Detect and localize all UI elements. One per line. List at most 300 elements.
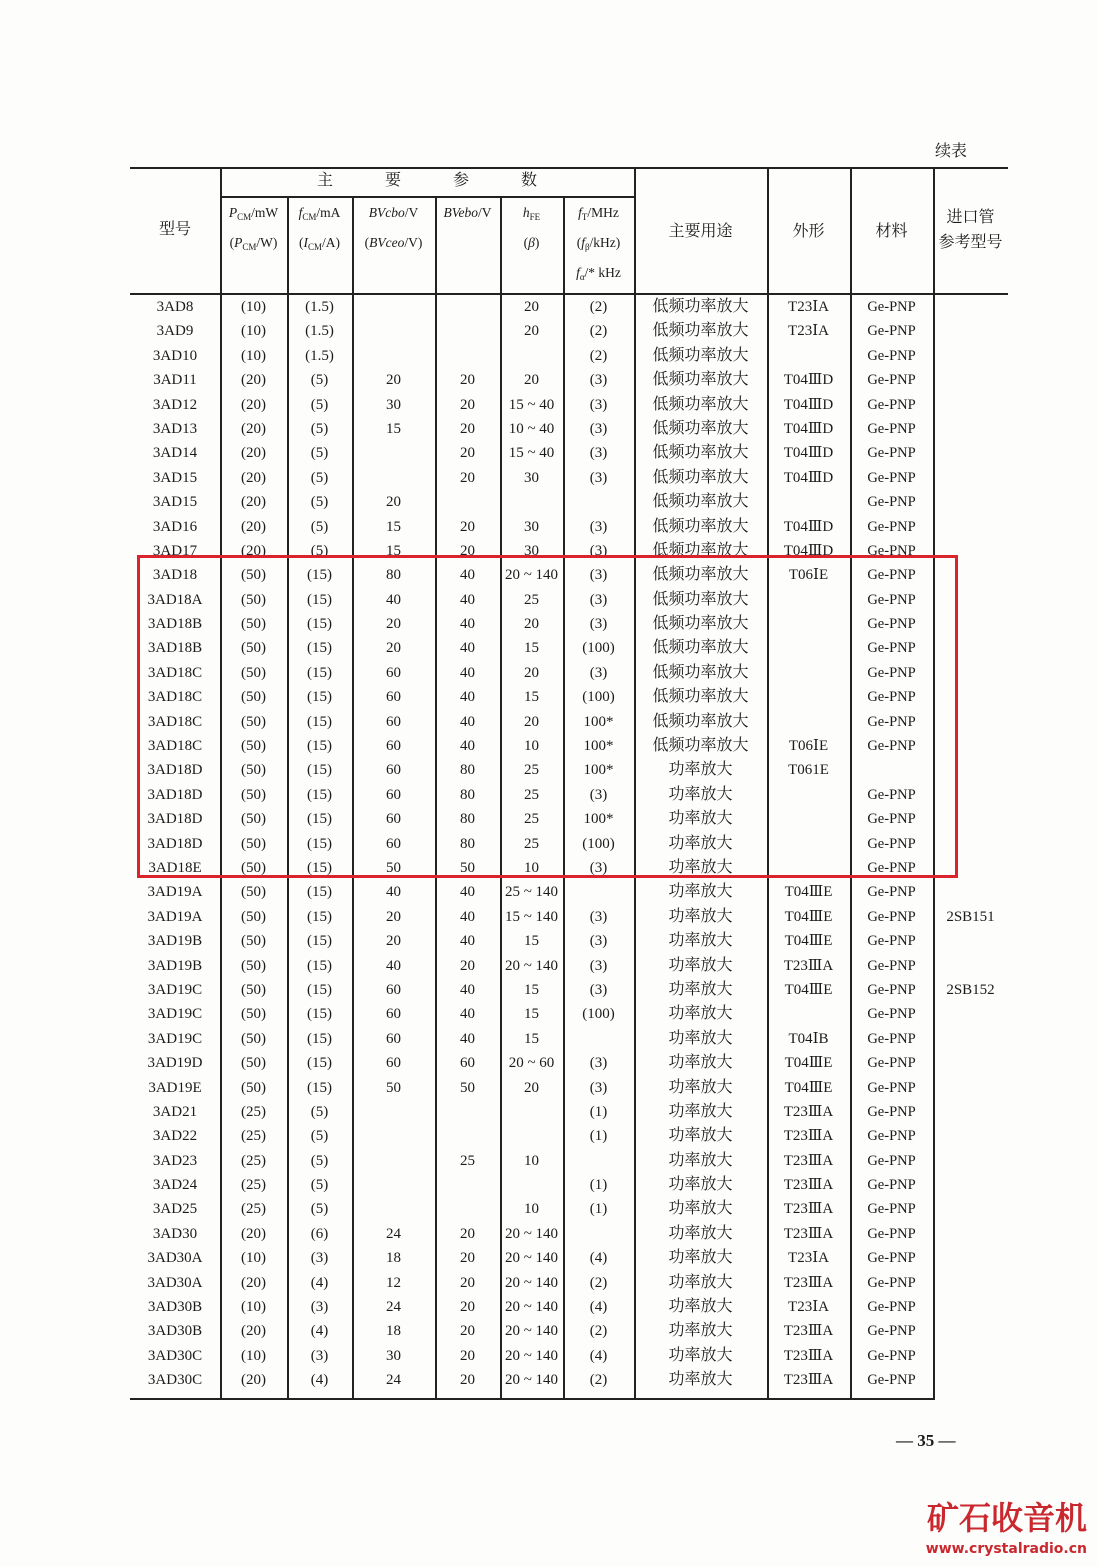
- cell-bvebo: 20: [460, 518, 475, 535]
- cell-usage: 功率放大: [668, 785, 733, 803]
- cell-usage: 功率放大: [668, 858, 733, 876]
- cell-import-ref: [933, 1344, 1008, 1368]
- cell-bvcbo: 15: [386, 518, 401, 535]
- cell-bvcbo: 60: [386, 762, 401, 779]
- cell-ft: (3): [589, 1055, 608, 1072]
- cell-pcm: (50): [241, 884, 266, 901]
- cell-bvebo: 40: [460, 713, 475, 730]
- cell-icm: (15): [307, 664, 332, 681]
- cell-material: Ge-PNP: [867, 1225, 916, 1242]
- header-sub: CM: [242, 242, 257, 252]
- cell-icm: (15): [307, 689, 332, 706]
- cell-icm: (5): [310, 1177, 329, 1194]
- cell-hfe: 25 ~ 140: [504, 884, 559, 901]
- cell-ft: (3): [589, 664, 608, 681]
- cell-icm: (15): [307, 713, 332, 730]
- cell-material: Ge-PNP: [867, 299, 916, 315]
- cell-usage: 功率放大: [668, 761, 733, 779]
- cell-ft: [563, 490, 634, 514]
- cell-bvebo: 20: [460, 396, 475, 413]
- cell-icm: (4): [310, 1323, 329, 1340]
- cell-hfe: 25: [524, 591, 539, 608]
- cell-bvcbo: 24: [386, 1225, 401, 1242]
- cell-pcm: (50): [241, 591, 266, 608]
- cell-bvebo: 20: [460, 957, 475, 974]
- cell-pcm: (50): [241, 1006, 266, 1023]
- cell-hfe: 20 ~ 140: [504, 1347, 559, 1364]
- cell-ft: (3): [589, 396, 608, 413]
- cell-usage: 低频功率放大: [652, 541, 749, 559]
- cell-pcm: (25): [241, 1201, 266, 1218]
- cell-bvebo: 40: [460, 591, 475, 608]
- cell-usage: 低频功率放大: [652, 371, 749, 389]
- header-icm-line: [299, 228, 340, 258]
- cell-usage: 低频功率放大: [652, 419, 749, 437]
- cell-usage: 功率放大: [668, 1346, 733, 1364]
- table-row: [130, 466, 1008, 490]
- cell-hfe: 15: [524, 981, 539, 998]
- table-row: [130, 1124, 1008, 1148]
- cell-bvcbo: 20: [386, 640, 401, 657]
- cell-pcm: (50): [241, 1079, 266, 1096]
- cell-model: 3AD9: [156, 323, 194, 340]
- cell-import-ref: [933, 880, 1008, 904]
- cell-icm: (6): [310, 1225, 329, 1242]
- cell-material: Ge-PNP: [867, 542, 916, 559]
- cell-usage: 功率放大: [668, 932, 733, 950]
- cell-usage: 功率放大: [668, 1273, 733, 1291]
- header-pre: (: [229, 235, 235, 250]
- cell-usage: 低频功率放大: [652, 712, 749, 730]
- cell-pcm: (20): [241, 1323, 266, 1340]
- cell-model: 3AD18A: [147, 591, 203, 608]
- cell-bvcbo: 60: [386, 713, 401, 730]
- cell-hfe: 20 ~ 60: [508, 1055, 555, 1072]
- table-row: [130, 319, 1008, 343]
- table-row: [130, 905, 1008, 929]
- cell-shape: T23ⅢA: [783, 1177, 834, 1194]
- param-headers: [220, 198, 634, 292]
- cell-pcm: (25): [241, 1177, 266, 1194]
- cell-ft: (100): [582, 689, 615, 706]
- cell-import-ref: [933, 1100, 1008, 1124]
- cell-bvcbo: 40: [386, 957, 401, 974]
- cell-hfe: 20 ~ 140: [504, 1225, 559, 1242]
- cell-shape: T04ⅢE: [784, 981, 833, 998]
- cell-model: 3AD30C: [147, 1372, 203, 1389]
- cell-bvebo: 20: [460, 1347, 475, 1364]
- cell-material: Ge-PNP: [867, 567, 916, 584]
- cell-hfe: 20 ~ 140: [504, 1250, 559, 1267]
- header-pcm-line: [230, 228, 278, 258]
- cell-model: 3AD10: [152, 347, 198, 364]
- cell-pcm: (20): [241, 469, 266, 486]
- cell-material: Ge-PNP: [867, 640, 916, 657]
- cell-material: Ge-PNP: [867, 981, 916, 998]
- cell-bvebo: 40: [460, 640, 475, 657]
- cell-hfe: [500, 1124, 563, 1148]
- cell-material: Ge-PNP: [867, 323, 916, 340]
- cell-material: Ge-PNP: [867, 713, 916, 730]
- cell-usage: 功率放大: [668, 1005, 733, 1023]
- cell-icm: (4): [310, 1274, 329, 1291]
- cell-bvcbo: 15: [386, 542, 401, 559]
- cell-ft: (3): [589, 591, 608, 608]
- cell-hfe: 30: [524, 518, 539, 535]
- header-shape: 外形: [792, 223, 825, 240]
- table-row: [130, 1197, 1008, 1221]
- cell-bvcbo: 20: [386, 908, 401, 925]
- cell-material: Ge-PNP: [867, 1250, 916, 1267]
- cell-bvcbo: 60: [386, 738, 401, 755]
- header-model: 型号: [158, 221, 191, 238]
- cell-bvebo: 40: [460, 567, 475, 584]
- cell-pcm: (50): [241, 713, 266, 730]
- cell-bvebo: 20: [460, 1250, 475, 1267]
- cell-pcm: (50): [241, 567, 266, 584]
- cell-bvebo: 20: [460, 1372, 475, 1389]
- header-ft-line: [577, 228, 621, 258]
- table-row: [130, 1368, 1008, 1392]
- cell-bvcbo: 60: [386, 811, 401, 828]
- cell-bvcbo: [352, 344, 435, 368]
- cell-model: 3AD19A: [147, 884, 203, 901]
- cell-model: 3AD19E: [148, 1079, 202, 1096]
- cell-material: Ge-PNP: [867, 616, 916, 633]
- table-row: [130, 1271, 1008, 1295]
- cell-ft: (4): [589, 1347, 608, 1364]
- cell-icm: (1.5): [305, 347, 334, 364]
- cell-model: 3AD22: [152, 1128, 198, 1145]
- cell-bvcbo: 12: [386, 1274, 401, 1291]
- cell-shape: T06ⅠE: [788, 567, 829, 584]
- cell-ft: (4): [589, 1250, 608, 1267]
- cell-material: Ge-PNP: [867, 1323, 916, 1340]
- cell-bvcbo: [352, 319, 435, 343]
- cell-bvebo: 40: [460, 884, 475, 901]
- table-row: [130, 1002, 1008, 1026]
- cell-bvebo: 50: [460, 859, 475, 876]
- table-row: [130, 954, 1008, 978]
- cell-hfe: 20: [524, 616, 539, 633]
- table-row: [130, 1344, 1008, 1368]
- header-import-ref-line2: 参考型号: [938, 234, 1003, 251]
- cell-shape: [767, 1002, 850, 1026]
- cell-pcm: (50): [241, 981, 266, 998]
- cell-ft: (3): [589, 1079, 608, 1096]
- header-icm-line: [299, 198, 341, 228]
- header-material: 材料: [875, 223, 908, 240]
- header-sub: CM: [302, 212, 317, 222]
- cell-bvebo: 20: [460, 1323, 475, 1340]
- cell-icm: (15): [307, 884, 332, 901]
- cell-ft: (100): [582, 1006, 615, 1023]
- table-row: [130, 1149, 1008, 1173]
- cell-shape: T06ⅠE: [788, 738, 829, 755]
- cell-icm: (15): [307, 957, 332, 974]
- cell-usage: 功率放大: [668, 1127, 733, 1145]
- cell-shape: T23ⅢA: [783, 1347, 834, 1364]
- cell-usage: 功率放大: [668, 810, 733, 828]
- cell-bvebo: 40: [460, 908, 475, 925]
- cell-icm: (15): [307, 933, 332, 950]
- cell-shape: T04ⅢD: [783, 372, 834, 389]
- cell-import-ref: [933, 1076, 1008, 1100]
- cell-usage: 功率放大: [668, 1224, 733, 1242]
- cell-bvcbo: 18: [386, 1250, 401, 1267]
- cell-model: 3AD18B: [147, 640, 203, 657]
- cell-bvcbo: 60: [386, 786, 401, 803]
- table-row: [130, 1319, 1008, 1343]
- cell-icm: (3): [310, 1347, 329, 1364]
- cell-hfe: 15: [524, 689, 539, 706]
- cell-icm: (15): [307, 1030, 332, 1047]
- cell-model: 3AD17: [152, 542, 198, 559]
- cell-ft: (3): [589, 518, 608, 535]
- cell-bvebo: 40: [460, 1030, 475, 1047]
- cell-bvebo: [435, 295, 500, 319]
- header-pcm-line: [229, 198, 278, 228]
- cell-pcm: (25): [241, 1152, 266, 1169]
- table-row: [130, 880, 1008, 904]
- cell-usage: 低频功率放大: [652, 517, 749, 535]
- cell-ft: (1): [589, 1201, 608, 1218]
- header-bvcbo-line: [369, 198, 419, 228]
- cell-pcm: (20): [241, 542, 266, 559]
- cell-usage: 低频功率放大: [652, 322, 749, 340]
- header-ft-line: [578, 198, 619, 228]
- cell-hfe: 15 ~ 140: [504, 908, 559, 925]
- cell-shape: T23ⅢA: [783, 1128, 834, 1145]
- cell-shape: T04ⅢE: [784, 1079, 833, 1096]
- cell-shape: T23ⅢA: [783, 1152, 834, 1169]
- cell-material: Ge-PNP: [867, 347, 916, 364]
- cell-material: Ge-PNP: [867, 1299, 916, 1316]
- cell-model: 3AD15: [152, 494, 198, 511]
- table-row: [130, 417, 1008, 441]
- cell-ft: (100): [582, 835, 615, 852]
- cell-icm: (5): [310, 1103, 329, 1120]
- table-row: [130, 1076, 1008, 1100]
- cell-bvebo: 40: [460, 738, 475, 755]
- header-ft: [563, 198, 634, 292]
- cell-shape: T23ⅢA: [783, 1225, 834, 1242]
- cell-bvcbo: 30: [386, 1347, 401, 1364]
- cell-icm: (15): [307, 1079, 332, 1096]
- cell-pcm: (20): [241, 445, 266, 462]
- cell-pcm: (50): [241, 640, 266, 657]
- table-row: [130, 1173, 1008, 1197]
- header-sym: f: [581, 235, 585, 250]
- header-hfe: [500, 198, 563, 292]
- cell-material: Ge-PNP: [867, 738, 916, 755]
- cell-model: 3AD24: [152, 1177, 198, 1194]
- cell-pcm: (50): [241, 835, 266, 852]
- cell-import-ref: [933, 1002, 1008, 1026]
- cell-hfe: 25: [524, 762, 539, 779]
- cell-pcm: (50): [241, 616, 266, 633]
- table-row: [130, 929, 1008, 953]
- cell-model: 3AD25: [152, 1201, 198, 1218]
- cell-bvcbo: 50: [386, 1079, 401, 1096]
- cell-bvcbo: [352, 1100, 435, 1124]
- cell-material: Ge-PNP: [867, 1055, 916, 1072]
- cell-pcm: (50): [241, 1055, 266, 1072]
- cell-material: Ge-PNP: [867, 1347, 916, 1364]
- header-sym: P: [228, 205, 238, 220]
- cell-model: 3AD23: [152, 1152, 198, 1169]
- cell-material: Ge-PNP: [867, 1372, 916, 1389]
- cell-bvebo: 50: [460, 1079, 475, 1096]
- cell-icm: (3): [310, 1250, 329, 1267]
- cell-bvcbo: 20: [386, 616, 401, 633]
- cell-import-ref: [933, 1149, 1008, 1173]
- watermark-url: www.crystalradio.cn: [925, 1541, 1087, 1557]
- cell-usage: 功率放大: [668, 1200, 733, 1218]
- cell-pcm: (20): [241, 420, 266, 437]
- cell-hfe: 20 ~ 140: [504, 957, 559, 974]
- cell-hfe: 15 ~ 40: [508, 445, 555, 462]
- cell-shape: T23ⅢA: [783, 1323, 834, 1340]
- cell-icm: (15): [307, 762, 332, 779]
- watermark-name: 矿石收音机: [926, 1499, 1087, 1537]
- cell-hfe: 20: [524, 299, 539, 315]
- highlight-box: [137, 555, 958, 878]
- cell-usage: 功率放大: [668, 1102, 733, 1120]
- table-row: [130, 393, 1008, 417]
- cell-material: Ge-PNP: [867, 1177, 916, 1194]
- cell-pcm: (20): [241, 396, 266, 413]
- table-top-rule: [130, 167, 1008, 169]
- cell-model: 3AD11: [153, 372, 197, 389]
- cell-import-ref: [933, 1222, 1008, 1246]
- cell-import-ref: [933, 1246, 1008, 1270]
- table-row: [130, 295, 1008, 319]
- table-bottom-rule: [130, 1398, 935, 1400]
- cell-icm: (4): [310, 1372, 329, 1389]
- cell-hfe: 20: [524, 323, 539, 340]
- cell-icm: (5): [310, 494, 329, 511]
- cell-model: 3AD12: [152, 396, 198, 413]
- cell-icm: (15): [307, 1006, 332, 1023]
- watermark-logo: [926, 1498, 1087, 1560]
- cell-material: Ge-PNP: [867, 396, 916, 413]
- cell-hfe: 10: [524, 738, 539, 755]
- cell-model: 3AD18B: [147, 616, 203, 633]
- cell-usage: 功率放大: [668, 1298, 733, 1316]
- header-sub: CM: [237, 212, 252, 222]
- continued-label: 续表: [935, 143, 968, 160]
- cell-pcm: (50): [241, 664, 266, 681]
- header-params-group: 主要参数: [317, 172, 590, 189]
- cell-material: Ge-PNP: [867, 884, 916, 901]
- cell-bvebo: 40: [460, 981, 475, 998]
- cell-shape: T04ⅢD: [783, 542, 834, 559]
- cell-shape: T04ⅢD: [783, 420, 834, 437]
- cell-ft: [563, 880, 634, 904]
- cell-icm: (15): [307, 835, 332, 852]
- cell-hfe: 20: [524, 1079, 539, 1096]
- header-icm: [287, 198, 352, 292]
- cell-material: Ge-PNP: [867, 420, 916, 437]
- cell-usage: 功率放大: [668, 1176, 733, 1194]
- cell-material: Ge-PNP: [867, 518, 916, 535]
- cell-usage: 功率放大: [668, 1078, 733, 1096]
- cell-bvcbo: 50: [386, 859, 401, 876]
- cell-bvebo: 20: [460, 1274, 475, 1291]
- cell-ft: (2): [589, 1274, 608, 1291]
- cell-bvcbo: 24: [386, 1299, 401, 1316]
- cell-bvcbo: 20: [386, 372, 401, 389]
- cell-usage: 低频功率放大: [652, 444, 749, 462]
- header-sym: f: [576, 265, 580, 280]
- cell-shape: T04ⅢE: [784, 933, 833, 950]
- cell-shape: T23ⅠA: [788, 299, 829, 315]
- cell-bvebo: 20: [460, 445, 475, 462]
- cell-shape: T23ⅠA: [788, 1250, 829, 1267]
- cell-bvcbo: 80: [386, 567, 401, 584]
- header-sym: BVceo: [369, 235, 405, 250]
- cell-hfe: 30: [524, 542, 539, 559]
- cell-ft: (100): [582, 640, 615, 657]
- header-unit: /W): [256, 235, 278, 250]
- cell-pcm: (20): [241, 1372, 266, 1389]
- cell-bvcbo: 60: [386, 1030, 401, 1047]
- cell-ft: (4): [589, 1299, 608, 1316]
- table-row: [130, 1100, 1008, 1124]
- cell-ft: (3): [589, 542, 608, 559]
- cell-icm: (15): [307, 616, 332, 633]
- cell-bvebo: [435, 1124, 500, 1148]
- cell-hfe: [500, 1100, 563, 1124]
- cell-icm: (5): [310, 1128, 329, 1145]
- cell-pcm: (10): [241, 1250, 266, 1267]
- cell-model: 3AD30C: [147, 1347, 203, 1364]
- header-ft-line: [576, 258, 621, 288]
- cell-usage: 低频功率放大: [652, 688, 749, 706]
- cell-import-ref: [933, 1197, 1008, 1221]
- cell-shape: [767, 490, 850, 514]
- cell-hfe: 20: [524, 372, 539, 389]
- cell-hfe: 20 ~ 140: [504, 1274, 559, 1291]
- cell-pcm: (50): [241, 908, 266, 925]
- header-bvcbo-line: [365, 228, 423, 258]
- cell-bvebo: [435, 1173, 500, 1197]
- cell-usage: 低频功率放大: [652, 590, 749, 608]
- header-hfe-line: [524, 228, 540, 258]
- header-sub: T: [581, 212, 588, 222]
- cell-model: 3AD19B: [147, 933, 203, 950]
- cell-shape: T04ⅢD: [783, 445, 834, 462]
- cell-ft: (3): [589, 445, 608, 462]
- cell-ft: (3): [589, 859, 608, 876]
- cell-model: 3AD18: [152, 567, 198, 584]
- cell-usage: 低频功率放大: [652, 346, 749, 364]
- cell-usage: 低频功率放大: [652, 468, 749, 486]
- cell-bvcbo: 30: [386, 396, 401, 413]
- cell-pcm: (20): [241, 1274, 266, 1291]
- cell-icm: (5): [310, 469, 329, 486]
- cell-pcm: (50): [241, 957, 266, 974]
- cell-bvebo: 40: [460, 664, 475, 681]
- cell-material: Ge-PNP: [867, 664, 916, 681]
- cell-ft: (3): [589, 420, 608, 437]
- cell-import-ref: [933, 344, 1008, 368]
- cell-bvcbo: [352, 1124, 435, 1148]
- cell-hfe: [500, 1173, 563, 1197]
- cell-ft: (3): [589, 786, 608, 803]
- cell-hfe: 15: [524, 1030, 539, 1047]
